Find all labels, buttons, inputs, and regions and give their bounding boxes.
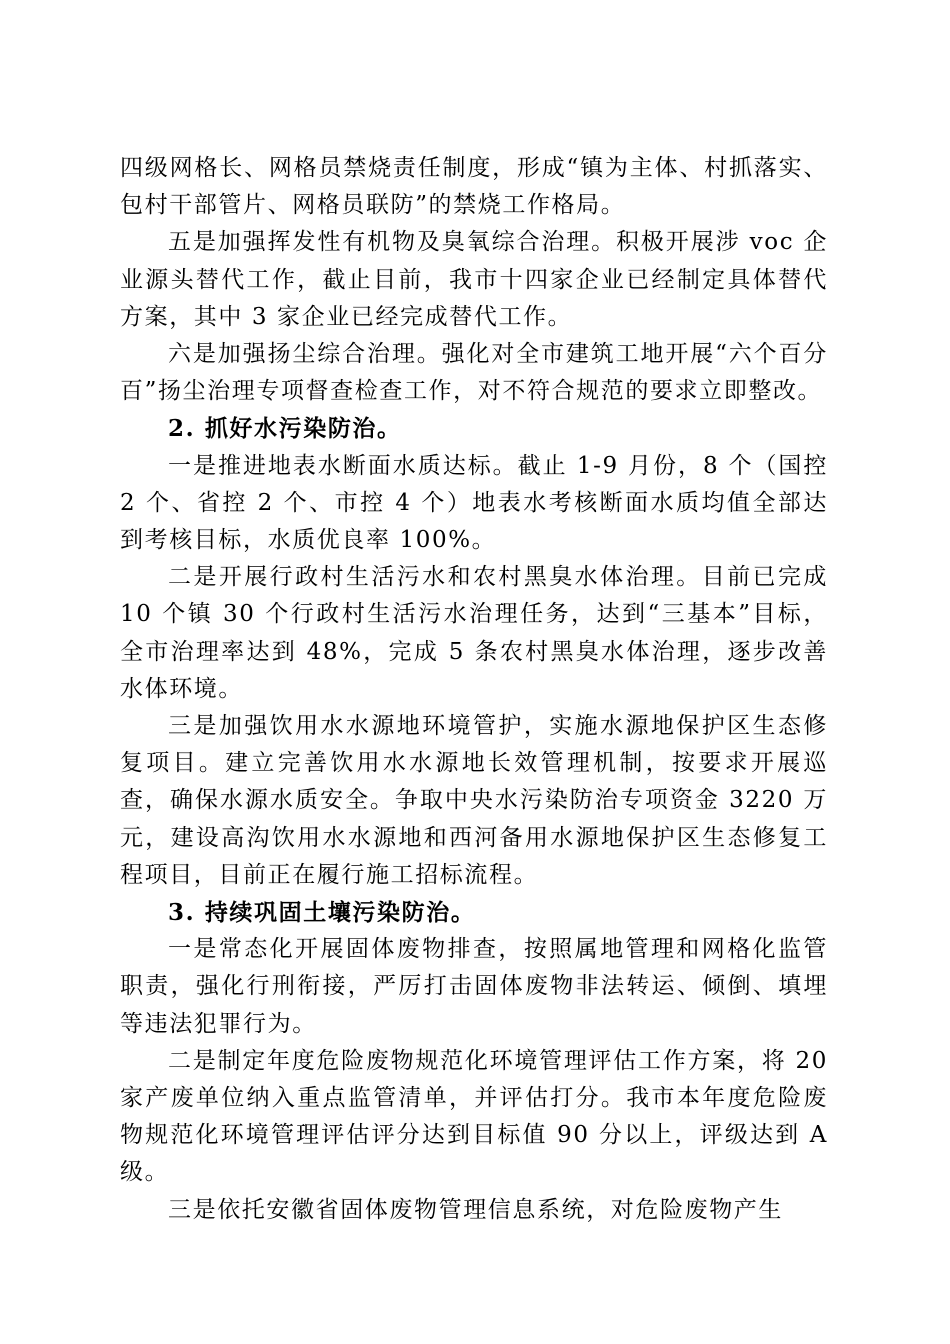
paragraph-solid-waste: 一是常态化开展固体废物排查，按照属地管理和网格化监管职责，强化行刑衔接，严厉打击固体废物非法转运、倾倒、填埋等违法犯罪行为。 — [120, 936, 828, 1037]
paragraph-drinking-water: 三是加强饮用水水源地环境管护，实施水源地保护区生态修复项目。建立完善饮用水水源地长效管理机制，按要求开展巡查，确保水源水质安全。争取中央水污染防治专项资金 3220 万元，建设高沟饮用水水源地和西河备用水源地保护区生态修复工程项目，目前正在履行施工招标流程。 — [120, 713, 828, 888]
paragraph-dust-control: 六是加强扬尘综合治理。强化对全市建筑工地开展“六个百分百”扬尘治理专项督查检查工作，对不符合规范的要求立即整改。 — [120, 341, 828, 405]
section-heading-water: 2. 抓好水污染防治。 — [168, 415, 402, 443]
section-heading-soil: 3. 持续巩固土壤污染防治。 — [168, 899, 476, 927]
paragraph-rural-sewage: 二是开展行政村生活污水和农村黑臭水体治理。目前已完成 10 个镇 30 个行政村生活污水治理任务，达到“三基本”目标，全市治理率达到 48%，完成 5 条农村黑臭水体治理，逐步改善水体环境。 — [120, 564, 828, 702]
paragraph-burning-grid: 四级网格长、网格员禁烧责任制度，形成“镇为主体、村抓落实、包村干部管片、网格员联防”的禁烧工作格局。 — [120, 155, 828, 219]
paragraph-surface-water: 一是推进地表水断面水质达标。截止 1-9 月份，8 个（国控 2 个、省控 2 个、市控 4 个）地表水考核断面水质均值全部达到考核目标，水质优良率 100%。 — [120, 452, 828, 554]
paragraph-voc-ozone: 五是加强挥发性有机物及臭氧综合治理。积极开展涉 voc 企业源头替代工作，截止目前，我市十四家企业已经制定具体替代方案，其中 3 家企业已经完成替代工作。 — [120, 229, 828, 330]
document-body — [120, 150, 828, 1229]
paragraph-hazardous-waste: 二是制定年度危险废物规范化环境管理评估工作方案，将 20 家产废单位纳入重点监管清单，并评估打分。我市本年度危险废物规范化环境管理评估评分达到目标值 90 分以上，评级达到 A 级。 — [120, 1047, 828, 1186]
paragraph-info-system: 三是依托安徽省固体废物管理信息系统，对危险废物产生 — [168, 1196, 783, 1223]
